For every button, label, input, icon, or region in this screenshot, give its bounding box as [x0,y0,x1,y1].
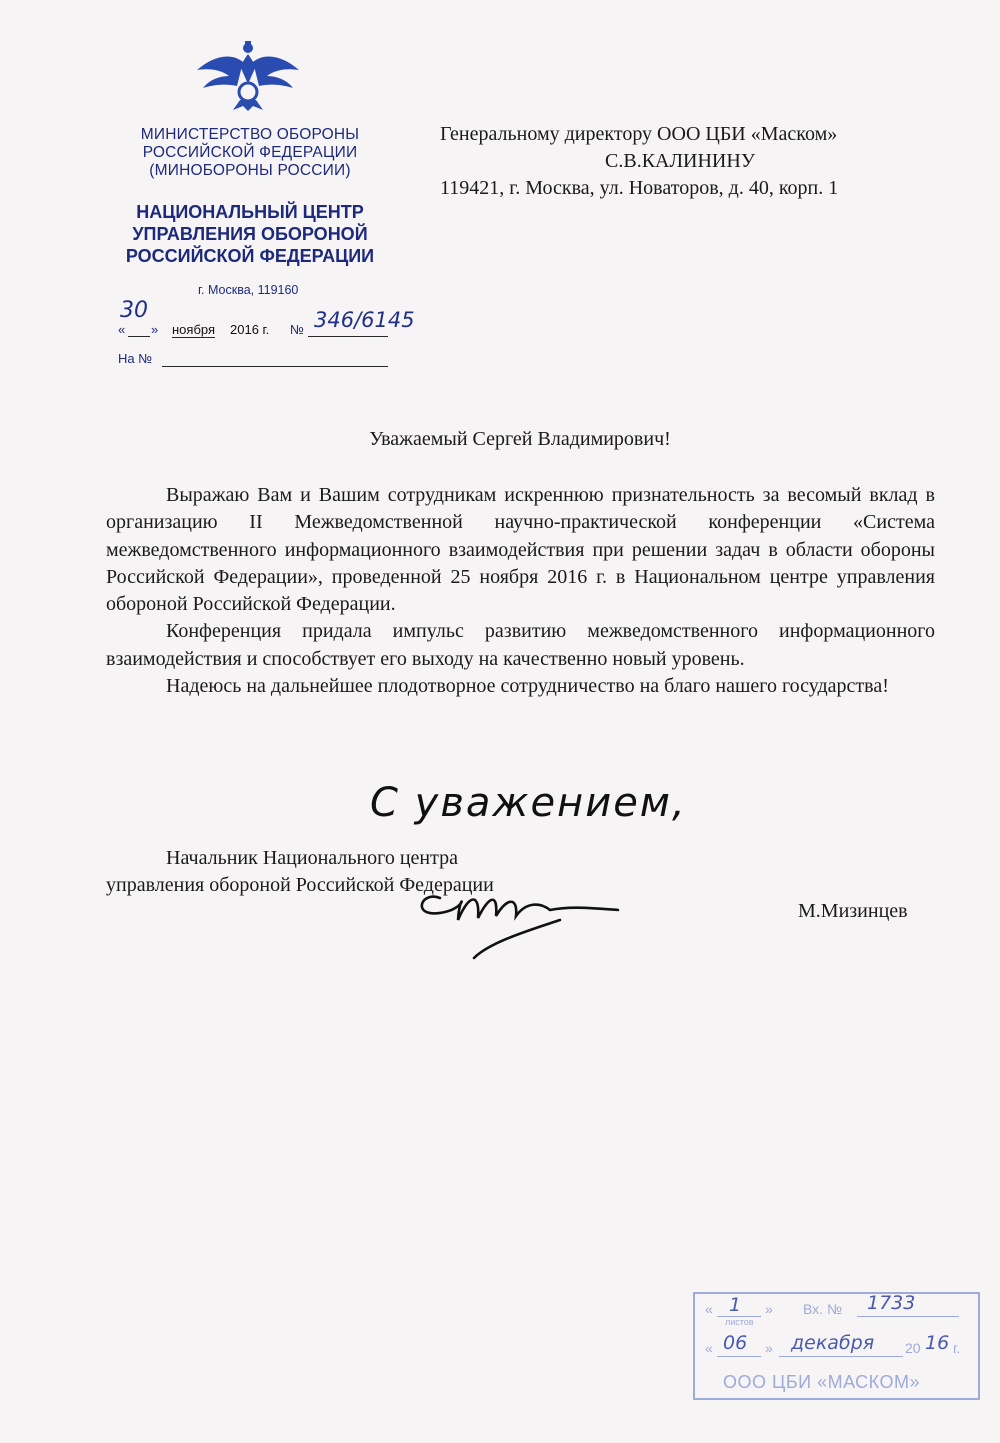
number-line [308,336,388,337]
stamp-incoming-line [857,1316,959,1317]
signature-scribble-icon [400,880,630,965]
paragraph: Надеюсь на дальнейшее плодотворное сотрудничество на благо нашего государства! [166,675,889,698]
center-line: УПРАВЛЕНИЯ ОБОРОНОЙ [132,224,368,244]
double-headed-eagle-emblem-icon [193,40,303,112]
stamp-month-line [779,1356,903,1357]
addressee-block [440,121,960,202]
city-postcode: г. Москва, 119160 [198,283,299,297]
incoming-stamp [693,1292,980,1400]
paragraph: Выражаю Вам и Вашим сотрудникам искреннюю признательность за весомый вклад в организацию II Межведомственной научно-практической конференции «Система межведомственного информационного взаимодействия при решении задач в области обороны Российской Федерации», проведенной 25 ноября 2016 г. в Национальном центре управления обороной Российской Федерации. [106,484,935,616]
date-month: ноября [172,322,216,337]
stamp-year-prefix: 20 [905,1340,921,1356]
date-close-quote: » [151,322,159,337]
date-open-quote: « [118,322,126,337]
stamp-sheets-value: 1 [729,1294,742,1316]
stamp-incoming-value: 1733 [867,1292,916,1314]
stamp-quote: « [705,1301,713,1317]
ministry-name [110,126,390,180]
stamp-month-value: декабря [791,1332,875,1354]
center-name [100,201,400,267]
date-day-line [128,336,150,337]
stamp-year-suffix: г. [953,1340,961,1356]
number-label: № [290,322,304,337]
reply-label: На № [118,351,153,366]
signatory-title-line: управления обороной Российской Федерации [106,874,494,896]
ministry-line: (МИНОБОРОНЫ РОССИИ) [149,162,351,179]
stamp-incoming-label: Вх. № [803,1301,842,1317]
paragraph: Конференция придала импульс развитию межведомственного информационного взаимодействия и способствует его выходу на качественно новый уровень. [106,620,935,670]
letter-body [106,482,935,700]
stamp-day-line [717,1356,761,1357]
stamp-sheets-label: листов [725,1317,754,1327]
addressee-name: С.В.КАЛИНИНУ [605,150,755,172]
salutation: Уважаемый Сергей Владимирович! [369,428,671,450]
handwritten-closing: С уважением, [370,780,687,826]
center-line: НАЦИОНАЛЬНЫЙ ЦЕНТР [136,202,364,222]
addressee-position: Генеральному директору ООО ЦБИ «Маском» [440,123,838,145]
ministry-line: МИНИСТЕРСТВО ОБОРОНЫ [140,126,360,143]
stamp-quote: » [765,1301,773,1317]
stamp-day-value: 06 [723,1332,748,1354]
stamp-quote: » [765,1340,773,1356]
stamp-year-value: 16 [925,1332,950,1354]
addressee-address: 119421, г. Москва, ул. Новаторов, д. 40, корп. 1 [440,177,839,199]
center-line: РОССИЙСКОЙ ФЕДЕРАЦИИ [125,246,375,266]
reply-line [162,366,388,367]
signatory-title-line: Начальник Национального центра [166,847,458,869]
number-handwritten: 346/6145 [314,308,415,332]
signatory-name: М.Мизинцев [798,900,908,922]
date-day-handwritten: 30 [120,298,148,323]
date-year: 2016 г. [230,322,270,337]
stamp-company: ООО ЦБИ «МАСКОМ» [723,1372,920,1392]
ministry-line: РОССИЙСКОЙ ФЕДЕРАЦИИ [142,144,358,161]
stamp-quote: « [705,1340,713,1356]
